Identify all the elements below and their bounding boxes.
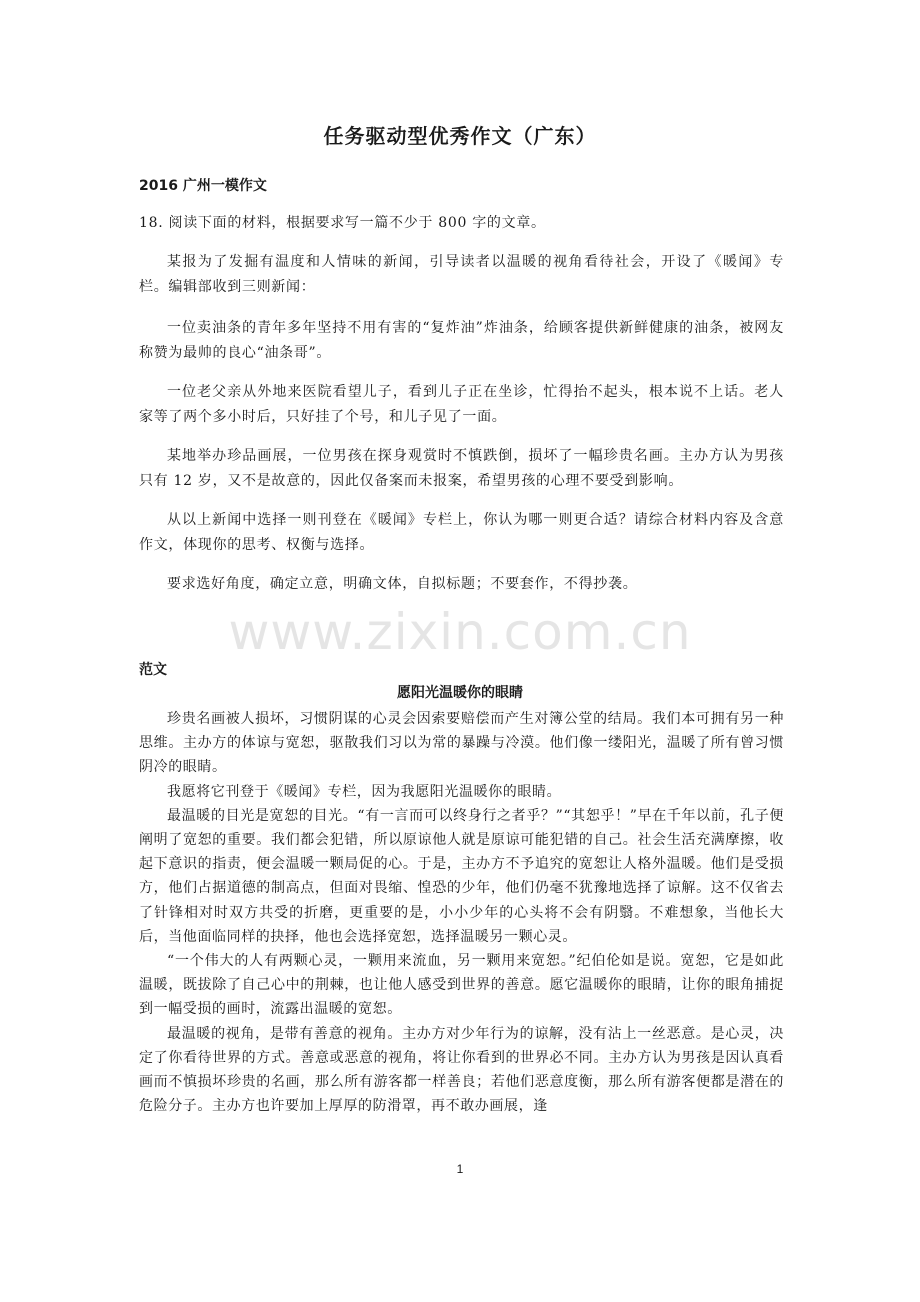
material-paragraph: 一位老父亲从外地来医院看望儿子，看到儿子正在坐诊，忙得抬不起头，根本说不上话。老人家等了两个多小时后，只好挂了个号，和儿子见了一面。 [139,384,784,425]
prompt-intro: 18. 阅读下面的材料，根据要求写一篇不少于 800 字的文章。 [139,215,546,231]
essay-paragraph: 我愿将它刊登于《暖闻》专栏，因为我愿阳光温暖你的眼睛。 [167,783,562,800]
document-title: 任务驱动型优秀作文（广东） [323,124,597,148]
material-paragraph: 某地举办珍品画展，一位男孩在探身观赏时不慎跌倒，损坏了一幅珍贵名画。主办方认为男孩只有 12 岁，又不是故意的，因此仅备案而未报案，希望男孩的心理不要受到影响。 [139,448,784,489]
section-heading: 2016 广州一模作文 [139,178,267,194]
material-paragraph: 从以上新闻中选择一则刊登在《暖闻》专栏上，你认为哪一则更合适？请综合材料内容及含意作文，体现你的思考、权衡与选择。 [139,512,784,553]
essay-body [139,707,784,1118]
page-number: 1 [456,1162,464,1176]
material-paragraph: 一位卖油条的青年多年坚持不用有害的“复炸油”炸油条，给顾客提供新鲜健康的油条，被网友称赞为最帅的良心“油条哥”。 [139,320,784,361]
essay-paragraph: 最温暖的视角，是带有善意的视角。主办方对少年行为的谅解，没有沾上一丝恶意。是心灵，决定了你看待世界的方式。善意或恶意的视角，将让你看到的世界必不同。主办方认为男孩是因认真看画而不慎损坏珍贵的名画，那么所有游客都一样善良；若他们恶意度衡，那么所有游客便都是潜在的危险分子。主办方也许要加上厚厚的防滑罩，再不敢办画展，逢 [139,1025,784,1115]
essay-paragraph: “一个伟大的人有两颗心灵，一颗用来流血，另一颗用来宽恕。”纪伯伦如是说。宽恕，它是如此温暖，既拔除了自己心中的荆棘，也让他人感受到世界的善意。愿它温暖你的眼睛，让你的眼角捕捉到一幅受损的画时，流露出温暖的宽恕。 [139,953,784,1018]
watermark: www.zixin.com.cn [228,603,692,661]
essay-paragraph: 珍贵名画被人损坏，习惯阴谋的心灵会因索要赔偿而产生对簿公堂的结局。我们本可拥有另一种思维。主办方的体谅与宽恕，驱散我们习以为常的暴躁与冷漠。他们像一缕阳光，温暖了所有曾习惯阴冷的眼睛。 [139,711,784,776]
essay-title: 愿阳光温暖你的眼睛 [397,685,523,701]
essay-paragraph: 最温暖的目光是宽恕的目光。“有一言而可以终身行之者乎？”“其恕乎！”早在千年以前，孔子便阐明了宽恕的重要。我们都会犯错，所以原谅他人就是原谅可能犯错的自己。社会生活充满摩擦，收起下意识的指责，便会温暖一颗局促的心。于是，主办方不予追究的宽恕让人格外温暖。他们是受损方，他们占据道德的制高点，但面对畏缩、惶恐的少年，他们仍毫不犹豫地选择了谅解。这不仅省去了针锋相对时双方共受的折磨，更重要的是，小小少年的心头将不会有阴翳。不难想象，当他长大后，当他面临同样的抉择，他也会选择宽恕，选择温暖另一颗心灵。 [139,807,784,945]
sample-heading: 范文 [139,662,167,678]
material-paragraph: 某报为了发掘有温度和人情味的新闻，引导读者以温暖的视角看待社会，开设了《暖闻》专栏。编辑部收到三则新闻： [139,254,784,295]
material-paragraph: 要求选好角度，确定立意，明确文体，自拟标题；不要套作，不得抄袭。 [167,576,638,592]
